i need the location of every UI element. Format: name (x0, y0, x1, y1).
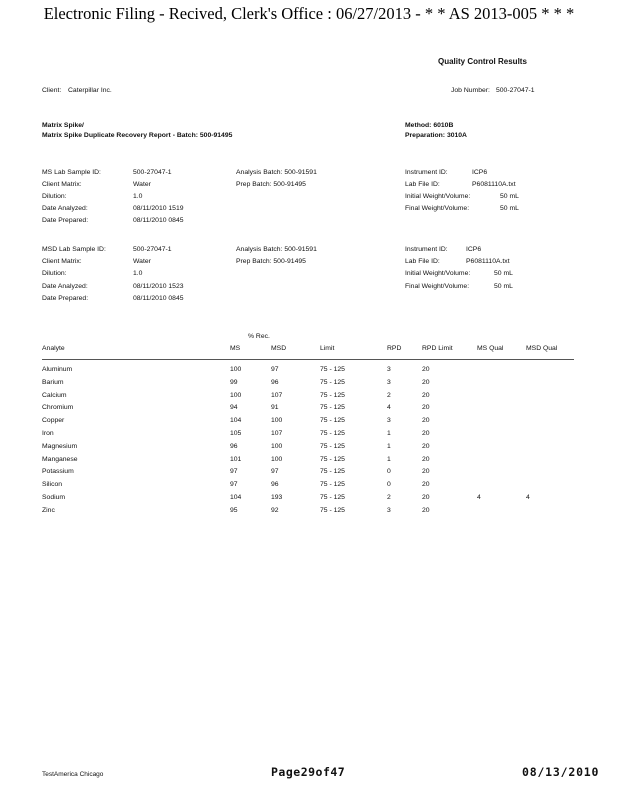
cell-msd: 97 (271, 366, 279, 373)
msd-dilution-label: Dilution: (42, 270, 67, 277)
msd-prep-batch (236, 258, 306, 266)
preparation-value: 3010A (446, 132, 467, 139)
msd-prep-batch-value: 500-91495 (273, 258, 306, 265)
cell-ms: 101 (230, 455, 242, 463)
ms-initial-wv: 50 mL (500, 193, 519, 200)
cell-rpd-limit: 20 (422, 366, 430, 373)
ms-date-analyzed: 08/11/2010 1519 (133, 205, 184, 212)
msd-instrument: ICP6 (466, 246, 482, 253)
cell-limit: 75 - 125 (320, 366, 345, 373)
cell-msd: 107 (271, 430, 283, 437)
section-batch: 500-91495 (199, 132, 233, 139)
section-title-prefix: Matrix Spike Duplicate Recovery Report - Batch: (42, 132, 198, 139)
cell-ms: 95 (230, 506, 238, 514)
cell-limit: 75 - 125 (320, 378, 345, 386)
table-header-row (0, 345, 618, 358)
cell-rpd-limit: 20 (422, 455, 430, 463)
ms-prep-batch-value: 500-91495 (273, 181, 306, 188)
table-row (0, 443, 618, 456)
msd-final-wv: 50 mL (494, 283, 513, 290)
footer-lab-name: TestAmerica Chicago (42, 771, 104, 778)
ms-date-analyzed-label: Date Analyzed: (42, 205, 88, 212)
cell-analyte: Zinc (42, 506, 55, 514)
cell-rpd: 3 (387, 417, 391, 425)
table-row (0, 468, 618, 481)
cell-limit: 75 - 125 (320, 404, 345, 412)
ms-sample-id-label: MS Lab Sample ID: (42, 169, 101, 176)
col-header-ms: MS (230, 345, 241, 352)
cell-ms: 94 (230, 404, 238, 412)
section-title-line1: Matrix Spike/ (42, 122, 84, 129)
ms-lab-file: P6081110A.txt (472, 181, 516, 188)
cell-rpd: 3 (387, 378, 391, 386)
ms-prep-batch-label: Prep Batch: (236, 181, 272, 188)
footer-page-number: Page29of47 (271, 765, 346, 779)
client-label: Client: (42, 87, 62, 94)
cell-rpd-limit: 20 (422, 378, 430, 386)
table-header-divider (42, 359, 574, 360)
cell-msd: 96 (271, 378, 279, 386)
cell-limit: 75 - 125 (320, 494, 345, 501)
col-header-msd-qual: MSD Qual (526, 345, 558, 352)
cell-rpd-limit: 20 (422, 442, 430, 450)
msd-prep-batch-label: Prep Batch: (236, 258, 272, 265)
msd-sample-id: 500-27047-1 (133, 246, 172, 253)
msd-lab-file-label: Lab File ID: (405, 258, 440, 265)
table-row (0, 417, 618, 430)
cell-rpd-limit: 20 (422, 506, 430, 514)
report-title: Quality Control Results (438, 57, 527, 66)
ms-instrument-label: Instrument ID: (405, 169, 448, 176)
cell-msd: 96 (271, 481, 279, 489)
table-row (0, 379, 618, 392)
ms-dilution: 1.0 (133, 193, 143, 200)
preparation-line (405, 132, 467, 140)
msd-client-matrix-label: Client Matrix: (42, 258, 82, 265)
cell-rpd: 3 (387, 366, 391, 373)
col-header-ms-qual: MS Qual (477, 345, 504, 352)
ms-dilution-label: Dilution: (42, 193, 67, 200)
cell-rpd: 1 (387, 455, 391, 463)
cell-rpd: 0 (387, 481, 391, 489)
job-number-label: Job Number: (451, 87, 490, 94)
table-row (0, 481, 618, 494)
cell-rpd: 1 (387, 430, 391, 437)
cell-limit: 75 - 125 (320, 391, 345, 399)
cell-limit: 75 - 125 (320, 442, 345, 450)
job-number-value: 500-27047-1 (496, 87, 535, 94)
percent-rec-header: % Rec. (248, 333, 270, 340)
cell-analyte: Aluminum (42, 366, 73, 373)
cell-msd: 97 (271, 468, 279, 476)
cell-msd: 92 (271, 506, 279, 514)
col-header-msd: MSD (271, 345, 287, 352)
cell-ms: 104 (230, 494, 242, 501)
ms-lab-file-label: Lab File ID: (405, 181, 440, 188)
cell-analyte: Iron (42, 430, 54, 437)
cell-msd: 100 (271, 455, 283, 463)
cell-analyte: Magnesium (42, 442, 78, 450)
cell-msd: 100 (271, 417, 283, 425)
client-value: Caterpillar Inc. (68, 87, 112, 94)
section-title-line2 (42, 132, 232, 140)
cell-ms-qual: 4 (477, 494, 481, 501)
col-header-limit: Limit (320, 345, 335, 352)
msd-initial-wv: 50 mL (494, 270, 513, 277)
cell-rpd: 4 (387, 404, 391, 412)
cell-analyte: Potassium (42, 468, 74, 476)
ms-sample-id: 500-27047-1 (133, 169, 172, 176)
ms-date-prepared-label: Date Prepared: (42, 217, 89, 224)
filing-banner: Electronic Filing - Recived, Clerk's Office : 06/27/2013 - * * AS 2013-005 * * * (43, 4, 575, 23)
footer-date: 08/13/2010 (522, 765, 600, 779)
msd-date-analyzed: 08/11/2010 1523 (133, 283, 184, 290)
table-row (0, 507, 618, 520)
ms-analysis-batch (236, 169, 317, 177)
cell-analyte: Copper (42, 417, 65, 425)
ms-date-prepared: 08/11/2010 0845 (133, 217, 184, 224)
table-row (0, 494, 618, 507)
ms-prep-batch (236, 181, 306, 189)
cell-limit: 75 - 125 (320, 468, 345, 476)
cell-limit: 75 - 125 (320, 417, 345, 425)
msd-date-prepared-label: Date Prepared: (42, 295, 89, 302)
msd-analysis-batch-value: 500-91591 (284, 246, 317, 253)
msd-sample-id-label: MSD Lab Sample ID: (42, 246, 106, 253)
cell-analyte: Barium (42, 378, 64, 386)
cell-msd: 91 (271, 404, 279, 412)
cell-msd-qual: 4 (526, 494, 530, 501)
cell-rpd: 2 (387, 494, 391, 501)
cell-msd: 193 (271, 494, 283, 501)
cell-limit: 75 - 125 (320, 455, 345, 463)
msd-client-matrix: Water (133, 258, 151, 265)
msd-analysis-batch (236, 246, 317, 254)
cell-rpd-limit: 20 (422, 481, 430, 489)
cell-limit: 75 - 125 (320, 506, 345, 514)
cell-limit: 75 - 125 (320, 481, 345, 489)
cell-rpd-limit: 20 (422, 391, 430, 399)
method-line (405, 122, 453, 130)
cell-limit: 75 - 125 (320, 430, 345, 437)
method-label: Method: (405, 122, 432, 129)
cell-rpd: 2 (387, 391, 391, 399)
col-header-analyte: Analyte (42, 345, 65, 352)
cell-ms: 97 (230, 481, 238, 489)
cell-msd: 107 (271, 391, 283, 399)
cell-ms: 96 (230, 442, 238, 450)
cell-rpd-limit: 20 (422, 430, 430, 437)
table-row (0, 430, 618, 443)
cell-rpd-limit: 20 (422, 417, 430, 425)
ms-client-matrix-label: Client Matrix: (42, 181, 82, 188)
cell-msd: 100 (271, 442, 283, 450)
cell-analyte: Manganese (42, 455, 78, 463)
cell-rpd: 3 (387, 506, 391, 514)
cell-analyte: Chromium (42, 404, 74, 412)
cell-rpd-limit: 20 (422, 404, 430, 412)
table-row (0, 392, 618, 405)
msd-lab-file: P6081110A.txt (466, 258, 510, 265)
cell-rpd-limit: 20 (422, 468, 430, 476)
cell-rpd: 1 (387, 442, 391, 450)
table-row (0, 366, 618, 379)
cell-ms: 97 (230, 468, 238, 476)
table-row (0, 404, 618, 417)
cell-ms: 104 (230, 417, 242, 425)
table-row (0, 456, 618, 469)
method-value: 6010B (433, 122, 454, 129)
ms-analysis-batch-label: Analysis Batch: (236, 169, 283, 176)
preparation-label: Preparation: (405, 132, 446, 139)
msd-initial-wv-label: Initial Weight/Volume: (405, 270, 471, 277)
cell-ms: 100 (230, 391, 242, 399)
cell-ms: 105 (230, 430, 242, 437)
cell-rpd-limit: 20 (422, 494, 430, 501)
msd-analysis-batch-label: Analysis Batch: (236, 246, 283, 253)
cell-analyte: Silicon (42, 481, 63, 489)
cell-ms: 99 (230, 378, 238, 386)
cell-ms: 100 (230, 366, 242, 373)
msd-date-prepared: 08/11/2010 0845 (133, 295, 184, 302)
ms-initial-wv-label: Initial Weight/Volume: (405, 193, 471, 200)
msd-instrument-label: Instrument ID: (405, 246, 448, 253)
cell-analyte: Sodium (42, 494, 66, 501)
cell-analyte: Calcium (42, 391, 67, 399)
ms-instrument: ICP6 (472, 169, 488, 176)
ms-client-matrix: Water (133, 181, 151, 188)
ms-analysis-batch-value: 500-91591 (284, 169, 317, 176)
ms-final-wv: 50 mL (500, 205, 519, 212)
col-header-rpd: RPD (387, 345, 402, 352)
msd-final-wv-label: Final Weight/Volume: (405, 283, 470, 290)
ms-final-wv-label: Final Weight/Volume: (405, 205, 470, 212)
msd-dilution: 1.0 (133, 270, 143, 277)
msd-date-analyzed-label: Date Analyzed: (42, 283, 88, 290)
cell-rpd: 0 (387, 468, 391, 476)
col-header-rpd-limit: RPD Limit (422, 345, 453, 352)
